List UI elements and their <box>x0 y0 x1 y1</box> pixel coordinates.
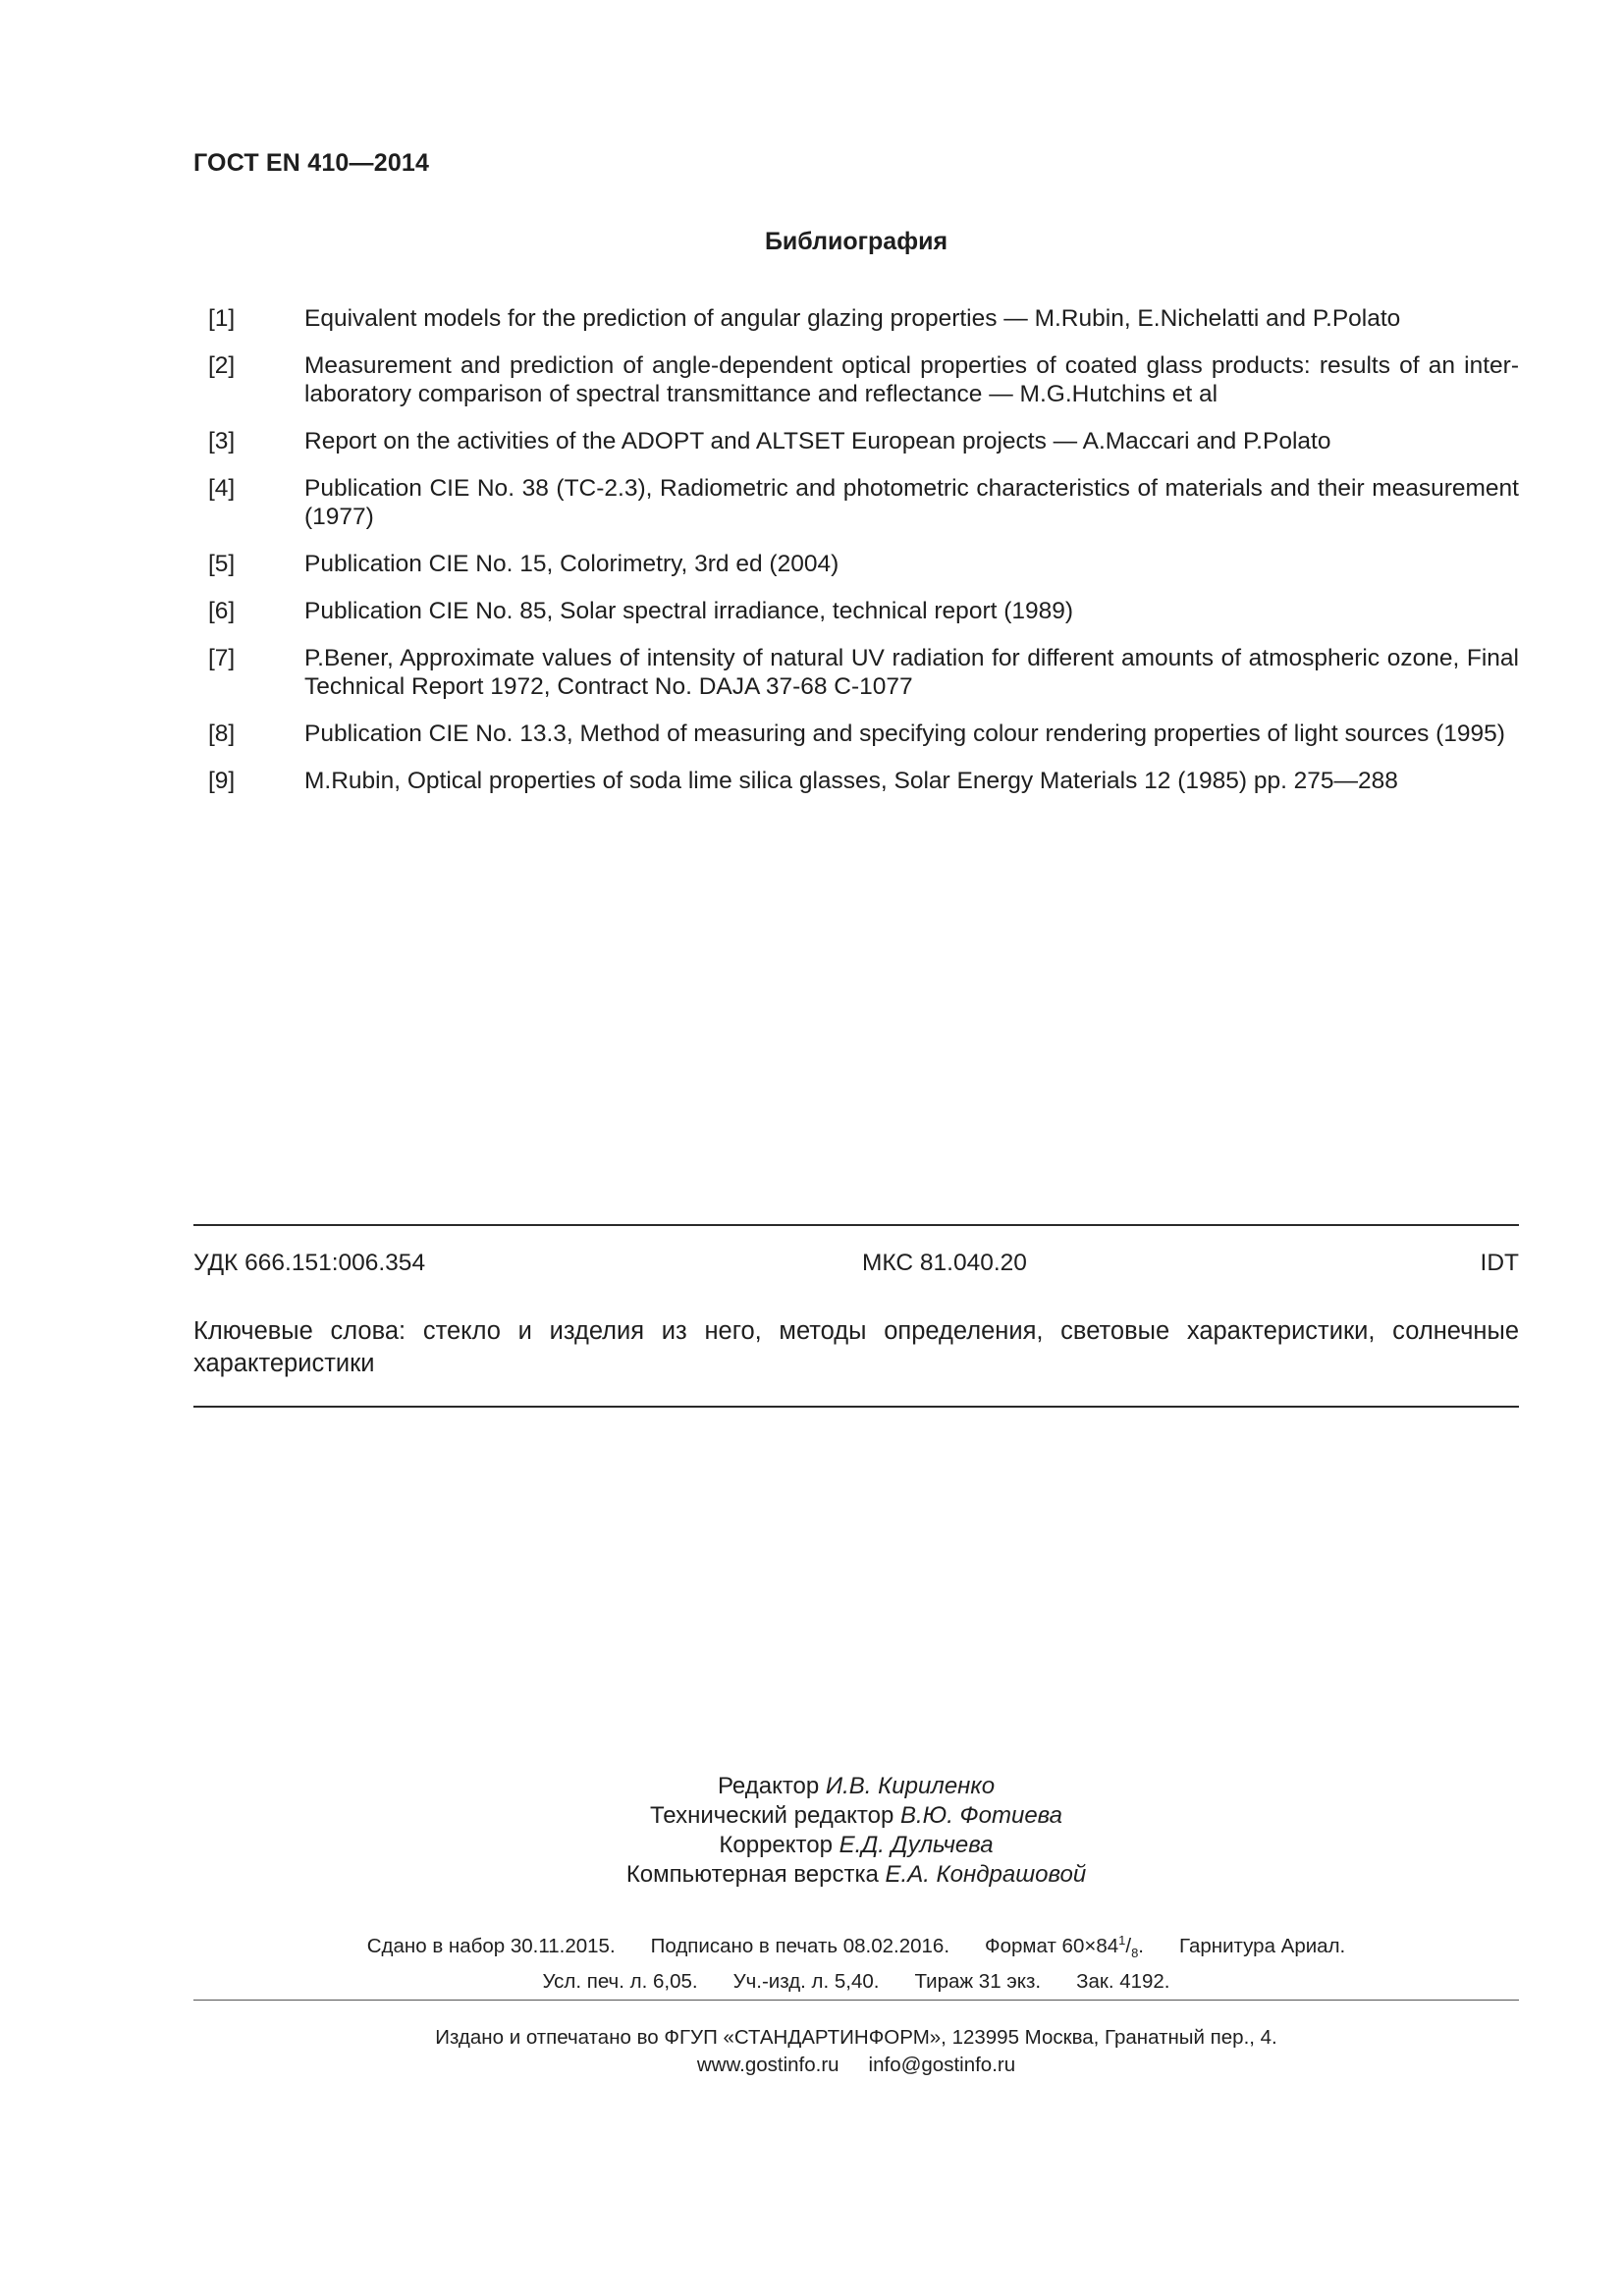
layout-line <box>193 1860 1519 1890</box>
tech-editor-label: Технический редактор <box>649 1802 894 1829</box>
entry-text: Report on the activities of the ADOPT and ALTSET European projects — A.Maccari and P.Polato <box>304 428 1331 454</box>
bibliography-list <box>193 304 1519 814</box>
idt-code: IDT <box>1480 1250 1519 1276</box>
publisher-address: Издано и отпечатано во ФГУП «СТАНДАРТИНФОРМ», 123995 Москва, Гранатный пер., 4. <box>435 2026 1277 2049</box>
entry-number: [5] <box>208 551 236 577</box>
entry-text: Publication CIE No. 15, Colorimetry, 3rd ed (2004) <box>304 551 839 577</box>
corrector-label: Корректор <box>719 1832 833 1858</box>
mks-code: МКС 81.040.20 <box>862 1250 1027 1276</box>
publisher-website[interactable]: www.gostinfo.ru <box>696 2054 839 2076</box>
print-sheets: Усл. печ. л. 6,05. <box>542 1969 698 1993</box>
tech-editor-name: В.Ю. Фотиева <box>900 1802 1063 1829</box>
bibliography-title: Библиография <box>764 228 948 255</box>
paper-format: Формат $60\times 84^1/_8$. <box>985 1933 1144 1960</box>
entry-text: Publication CIE No. 85, Solar spectral irradiance, technical report (1989) <box>304 598 1074 624</box>
bibliography-entry <box>193 474 1519 531</box>
publisher-contacts <box>193 2052 1519 2079</box>
entry-number: [7] <box>208 645 236 671</box>
corrector-name: Е.Д. Дульчева <box>839 1832 994 1858</box>
imprint-line-1 <box>193 1926 1519 1967</box>
editorial-credits <box>193 1772 1519 1890</box>
entry-number: [1] <box>208 305 236 332</box>
typeface: Гарнитура Ариал. <box>1179 1934 1346 1957</box>
bibliography-entry <box>193 351 1519 408</box>
order-number: Зак. 4192. <box>1076 1969 1170 1993</box>
entry-text: Measurement and prediction of angle-dependent optical properties of coated glass products: results of an inter-laboratory comparison of spectral transmittance and reflectance — M.G.Hutchins et al <box>304 352 1519 407</box>
entry-text: Equivalent models for the prediction of angular glazing properties — M.Rubin, E.Nichelatti and P.Polato <box>304 305 1401 332</box>
bibliography-entry <box>193 304 1519 333</box>
entry-number: [8] <box>208 721 236 747</box>
bibliography-entry <box>193 550 1519 578</box>
entry-text: Publication CIE No. 38 (TC-2.3), Radiometric and photometric characteristics of materials and their measurement (1977) <box>304 475 1519 530</box>
divider-top <box>193 1224 1519 1226</box>
entry-number: [9] <box>208 768 236 794</box>
layout-label: Компьютерная верстка <box>625 1861 879 1888</box>
divider-keywords <box>193 1406 1519 1408</box>
entry-text: Publication CIE No. 13.3, Method of measuring and specifying colour rendering properties of light sources (1995) <box>304 721 1505 747</box>
divider-imprint <box>193 2000 1519 2001</box>
print-imprint <box>193 1926 1519 1996</box>
publisher-email[interactable]: info@gostinfo.ru <box>868 2054 1016 2076</box>
bibliography-entry <box>193 720 1519 748</box>
entry-text: M.Rubin, Optical properties of soda lime silica glasses, Solar Energy Materials 12 (1985) pp. 275—288 <box>304 768 1398 794</box>
typeset-date: Сдано в набор 30.11.2015. <box>366 1934 616 1957</box>
bibliography-entry <box>193 767 1519 795</box>
signed-date: Подписано в печать 08.02.2016. <box>650 1934 950 1957</box>
document-code-header: ГОСТ EN 410—2014 <box>193 149 430 177</box>
entry-number: [2] <box>208 352 236 379</box>
udk-code: УДК 666.151:006.354 <box>193 1250 426 1276</box>
corrector-line <box>193 1831 1519 1860</box>
bibliography-entry <box>193 644 1519 701</box>
imprint-line-2 <box>193 1967 1519 1996</box>
bibliography-entry <box>193 597 1519 625</box>
editor-label: Редактор <box>717 1773 820 1799</box>
entry-text: P.Bener, Approximate values of intensity of natural UV radiation for different amounts of atmospheric ozone, Final Technical Report 1972, Contract No. DAJA 37-68 C-1077 <box>304 645 1519 700</box>
classification-codes <box>193 1250 1519 1279</box>
print-run: Тираж 31 экз. <box>914 1969 1042 1993</box>
publisher-info <box>193 2024 1519 2079</box>
publishing-sheets: Уч.-изд. л. 5,40. <box>732 1969 880 1993</box>
layout-name: Е.А. Кондрашовой <box>885 1861 1087 1888</box>
keywords: Ключевые слова: стекло и изделия из него, методы определения, световые характеристики, солнечные характеристики <box>193 1317 1519 1377</box>
editor-line <box>193 1772 1519 1801</box>
entry-number: [3] <box>208 428 236 454</box>
entry-number: [4] <box>208 475 236 502</box>
editor-name: И.В. Кириленко <box>825 1773 996 1799</box>
bibliography-entry <box>193 427 1519 455</box>
entry-number: [6] <box>208 598 236 624</box>
tech-editor-line <box>193 1801 1519 1831</box>
